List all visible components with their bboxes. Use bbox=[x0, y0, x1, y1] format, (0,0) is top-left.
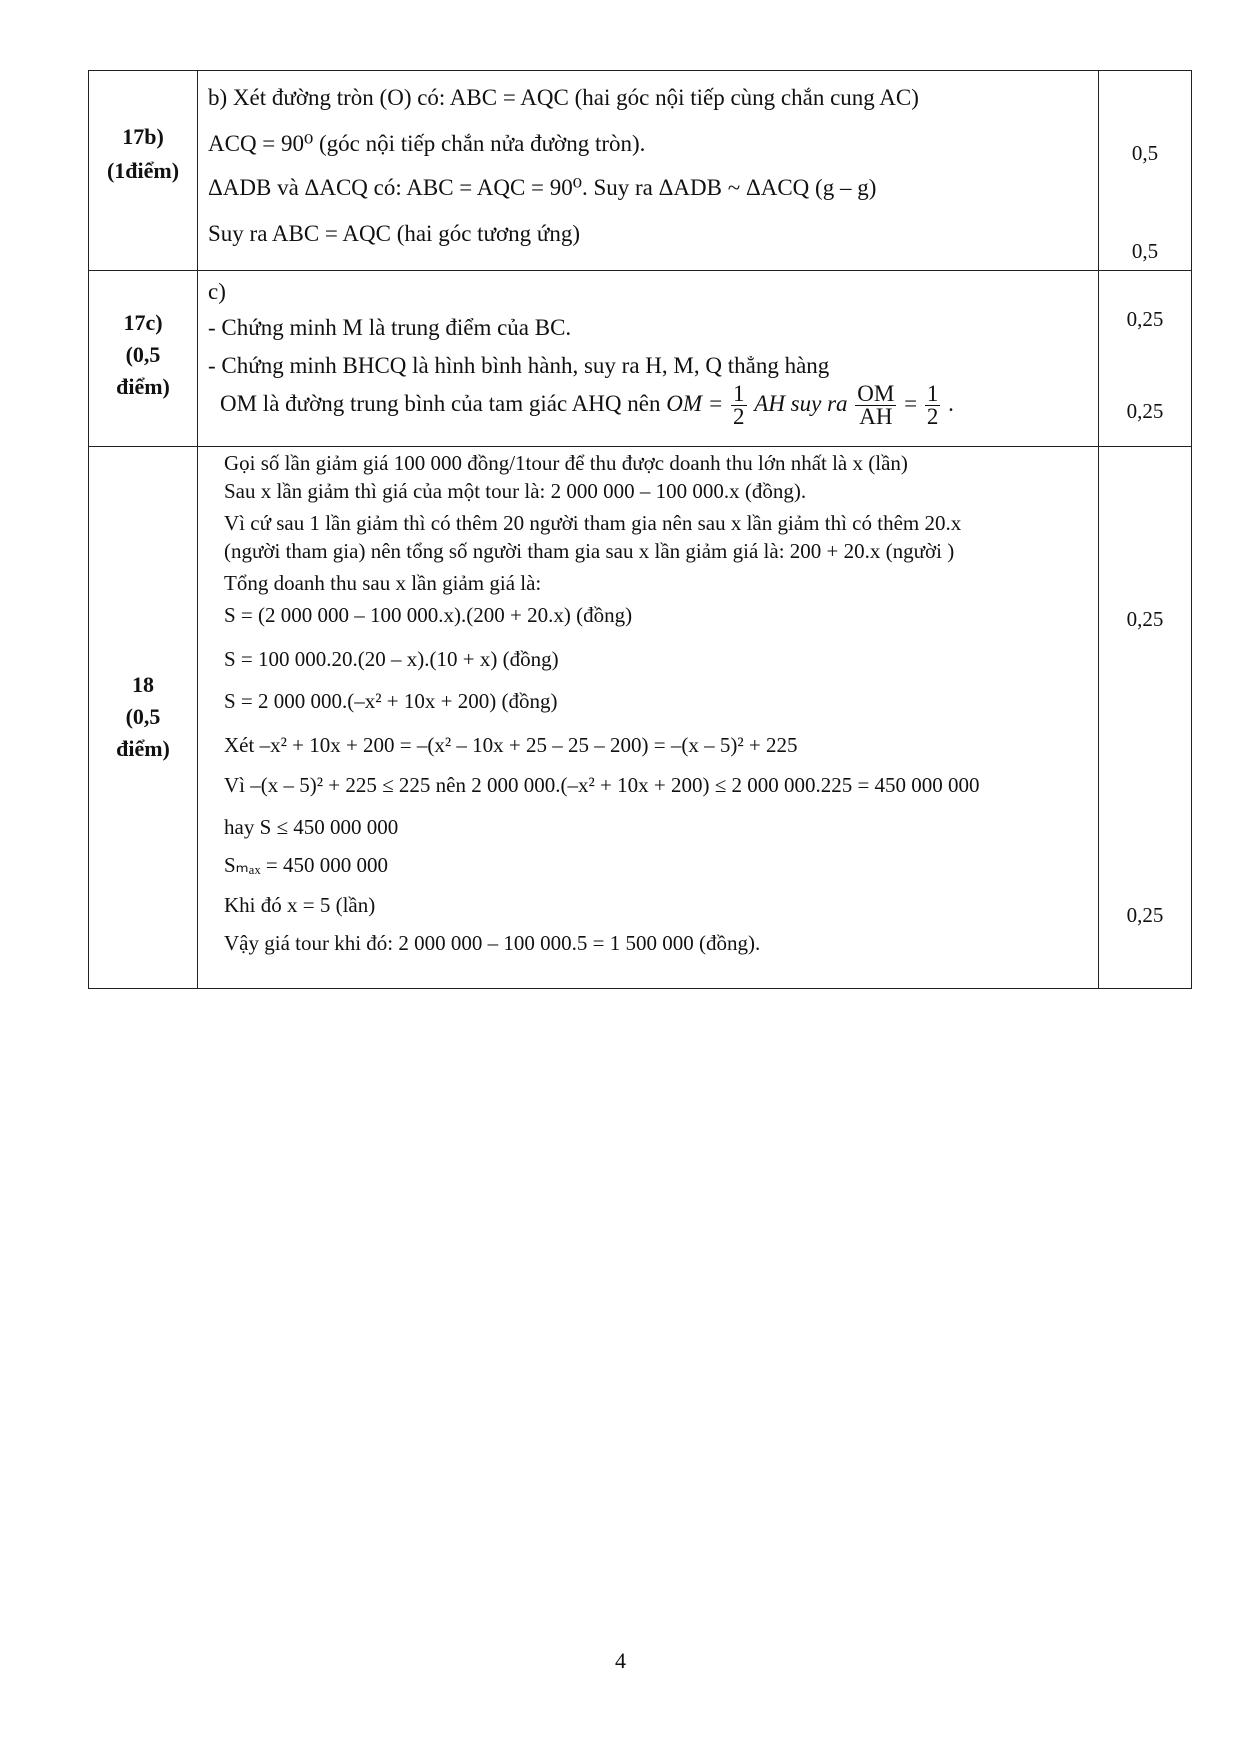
answer-table bbox=[88, 70, 1192, 989]
question-label: 18 bbox=[132, 672, 154, 697]
question-label: 17b) bbox=[122, 124, 164, 149]
answer-content-cell bbox=[198, 71, 1099, 271]
fraction-ratio bbox=[855, 383, 896, 428]
answer-line: - Chứng minh M là trung điểm của BC. bbox=[208, 315, 572, 340]
answer-line: Vì –(x – 5)² + 225 ≤ 225 nên 2 000 000.(–x² + 10x + 200) ≤ 2 000 000.225 = 450 000 000 bbox=[224, 773, 980, 797]
answer-line: - Chứng minh BHCQ là hình bình hành, suy ra H, M, Q thẳng hàng bbox=[208, 353, 830, 378]
fraction-numerator: OM bbox=[857, 381, 895, 406]
question-label: 17c) bbox=[123, 310, 163, 335]
formula-lhs: OM = bbox=[666, 390, 724, 416]
fraction-denominator: 2 bbox=[733, 404, 745, 429]
answer-line: Tổng doanh thu sau x lần giảm giá là: bbox=[224, 571, 542, 595]
answer-line: Vậy giá tour khi đó: 2 000 000 – 100 000.5 = 1 500 000 (đồng). bbox=[224, 931, 761, 955]
question-points-label: điểm) bbox=[116, 374, 170, 399]
question-label-cell bbox=[89, 71, 198, 271]
points-value: 0,25 bbox=[1126, 607, 1164, 631]
fraction-numerator: 1 bbox=[733, 381, 745, 406]
fraction-result bbox=[925, 383, 941, 428]
answer-formula-line bbox=[220, 383, 954, 428]
fraction-half bbox=[731, 383, 747, 428]
answer-line: ACQ = 90⁰ (góc nội tiếp chắn nửa đường tròn). bbox=[208, 131, 646, 156]
fraction-denominator: 2 bbox=[926, 404, 939, 429]
answer-line: OM là đường trung bình của tam giác AHQ nên bbox=[220, 390, 667, 416]
answer-line: Xét –x² + 10x + 200 = –(x² – 10x + 25 – 25 – 200) = –(x – 5)² + 225 bbox=[224, 733, 798, 757]
table-row-17c bbox=[89, 271, 1192, 447]
formula-end: . bbox=[948, 390, 954, 416]
question-points-label: (1điểm) bbox=[106, 158, 180, 183]
answer-line: c) bbox=[208, 279, 226, 304]
points-cell bbox=[1099, 71, 1192, 271]
fraction-numerator: 1 bbox=[926, 381, 939, 406]
question-points-label: (0,5 bbox=[125, 704, 161, 729]
points-value: 0,25 bbox=[1126, 399, 1164, 423]
answer-line: b) Xét đường tròn (O) có: ABC = AQC (hai góc nội tiếp cùng chắn cung AC) bbox=[208, 85, 919, 110]
points-value: 0,25 bbox=[1126, 903, 1164, 927]
question-points-label: (0,5 bbox=[125, 342, 161, 367]
answer-line: Suy ra ABC = AQC (hai góc tương ứng) bbox=[208, 221, 581, 246]
answer-line: Khi đó x = 5 (lần) bbox=[224, 893, 376, 917]
answer-line: S = 100 000.20.(20 – x).(10 + x) (đồng) bbox=[224, 647, 559, 671]
question-points-label: điểm) bbox=[116, 736, 170, 761]
formula-mid: AH suy ra bbox=[754, 390, 848, 416]
answer-content-cell bbox=[198, 271, 1099, 447]
answer-line: Vì cứ sau 1 lần giảm thì có thêm 20 người tham gia nên sau x lần giảm thì có thêm 20.x bbox=[224, 511, 962, 535]
answer-line: S = (2 000 000 – 100 000.x).(200 + 20.x) (đồng) bbox=[224, 603, 633, 627]
points-value: 0,5 bbox=[1131, 141, 1159, 165]
answer-line: Sₘₐₓ = 450 000 000 bbox=[224, 853, 388, 877]
question-label-cell bbox=[89, 447, 198, 989]
points-value: 0,25 bbox=[1126, 307, 1164, 331]
answer-line: S = 2 000 000.(–x² + 10x + 200) (đồng) bbox=[224, 689, 558, 713]
fraction-denominator: AH bbox=[859, 404, 893, 429]
answer-line: Sau x lần giảm thì giá của một tour là: 2 000 000 – 100 000.x (đồng). bbox=[224, 479, 807, 503]
answer-content-cell bbox=[198, 447, 1099, 989]
table-row-17b bbox=[89, 71, 1192, 271]
answer-line: ΔADB và ΔACQ có: ABC = AQC = 90⁰. Suy ra ΔADB ~ ΔACQ (g – g) bbox=[208, 175, 877, 200]
answer-line: (người tham gia) nên tổng số người tham gia sau x lần giảm giá là: 200 + 20.x (người ) bbox=[224, 539, 955, 563]
question-label-cell bbox=[89, 271, 198, 447]
page-number: 4 bbox=[615, 1648, 626, 1673]
formula-equals: = bbox=[904, 390, 918, 416]
answer-line: Gọi số lần giảm giá 100 000 đồng/1tour để thu được doanh thu lớn nhất là x (lần) bbox=[224, 451, 908, 475]
points-cell bbox=[1099, 271, 1192, 447]
table-row-18 bbox=[89, 447, 1192, 989]
answer-line: hay S ≤ 450 000 000 bbox=[224, 815, 399, 839]
points-value: 0,5 bbox=[1131, 239, 1159, 263]
points-cell bbox=[1099, 447, 1192, 989]
